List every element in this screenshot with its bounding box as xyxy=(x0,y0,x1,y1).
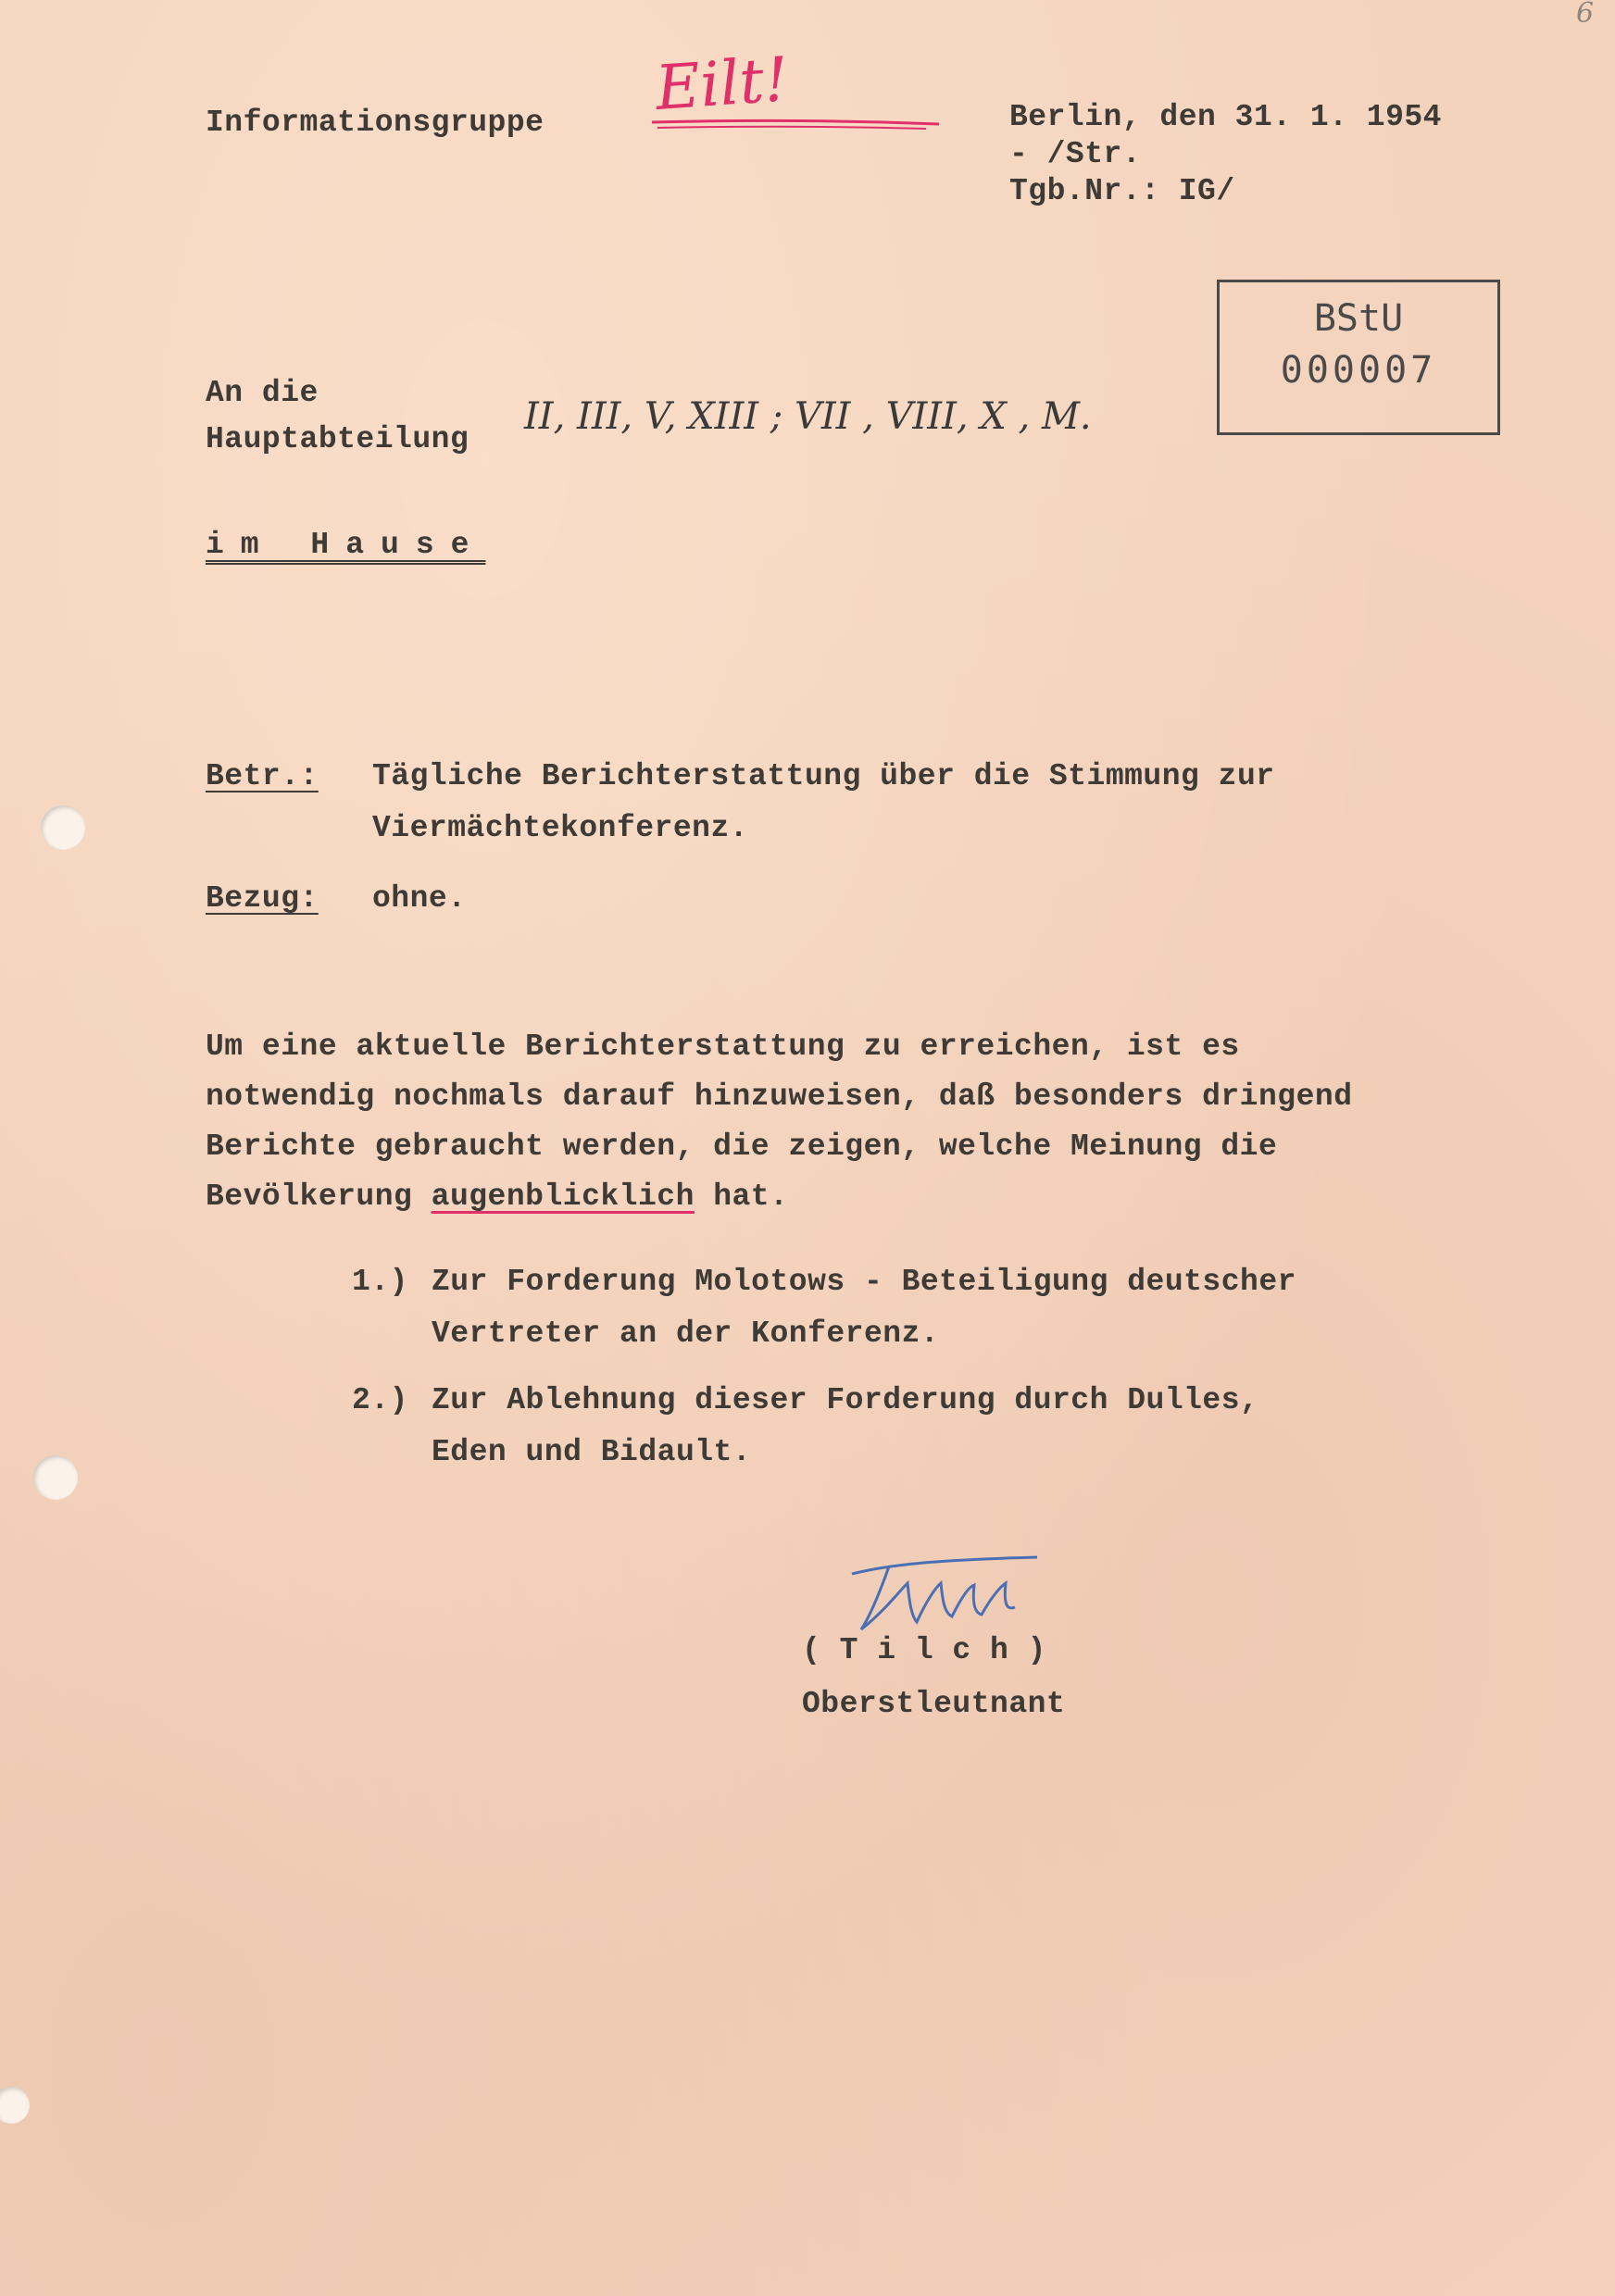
emphasized-word: augenblicklich xyxy=(431,1179,695,1214)
recipient-line-1: An die xyxy=(206,376,319,410)
stamp-org: BStU xyxy=(1313,297,1404,340)
in-house: im Hause xyxy=(206,528,486,562)
urgent-note-underline xyxy=(648,117,945,131)
body-text: hat. xyxy=(694,1179,789,1214)
signatory-name: ( T i l c h ) xyxy=(802,1633,1046,1667)
punch-hole xyxy=(0,2087,30,2124)
journal-number: Tgb.Nr.: IG/ xyxy=(1009,174,1235,208)
urgent-note: Eilt! xyxy=(653,44,791,124)
body-line: Um eine aktuelle Berichterstattung zu erreichen, ist es xyxy=(206,1029,1240,1064)
body-text: Bevölkerung xyxy=(206,1179,432,1214)
body-line-last xyxy=(206,1181,788,1212)
punch-hole xyxy=(41,805,85,850)
corner-page-mark: 6 xyxy=(1576,0,1595,30)
stamp-number: 000007 xyxy=(1280,349,1437,392)
item-line: Eden und Bidault. xyxy=(432,1435,752,1469)
signatory-title: Oberstleutnant xyxy=(802,1687,1066,1721)
body-line: Berichte gebraucht werden, die zeigen, welche Meinung die xyxy=(206,1129,1278,1164)
item-line: Vertreter an der Konferenz. xyxy=(432,1316,940,1351)
reference-label: Bezug: xyxy=(206,881,319,916)
recipient-line-2: Hauptabteilung xyxy=(206,422,469,456)
punch-hole xyxy=(33,1455,78,1500)
reference-line: - /Str. xyxy=(1009,137,1142,171)
item-number: 1.) xyxy=(352,1265,408,1299)
date-line: Berlin, den 31. 1. 1954 xyxy=(1009,100,1442,134)
archive-stamp xyxy=(1217,280,1500,435)
recipient-handwritten-departments: II, III, V, XIII ; VII , VIII, X , M. xyxy=(524,395,1092,438)
body-line: notwendig nochmals darauf hinzuweisen, daß besonders dringend xyxy=(206,1079,1353,1114)
item-line: Zur Ablehnung dieser Forderung durch Dulles, xyxy=(432,1383,1259,1417)
item-line: Zur Forderung Molotows - Beteiligung deutscher xyxy=(432,1265,1296,1299)
subject-line-1: Tägliche Berichterstattung über die Stimmung zur xyxy=(372,759,1275,793)
reference-value: ohne. xyxy=(372,881,467,916)
subject-label: Betr.: xyxy=(206,759,319,793)
item-number: 2.) xyxy=(352,1383,408,1417)
handwritten-signature xyxy=(833,1537,1056,1648)
sender-department: Informationsgruppe xyxy=(206,106,545,140)
subject-line-2: Viermächtekonferenz. xyxy=(372,811,749,845)
